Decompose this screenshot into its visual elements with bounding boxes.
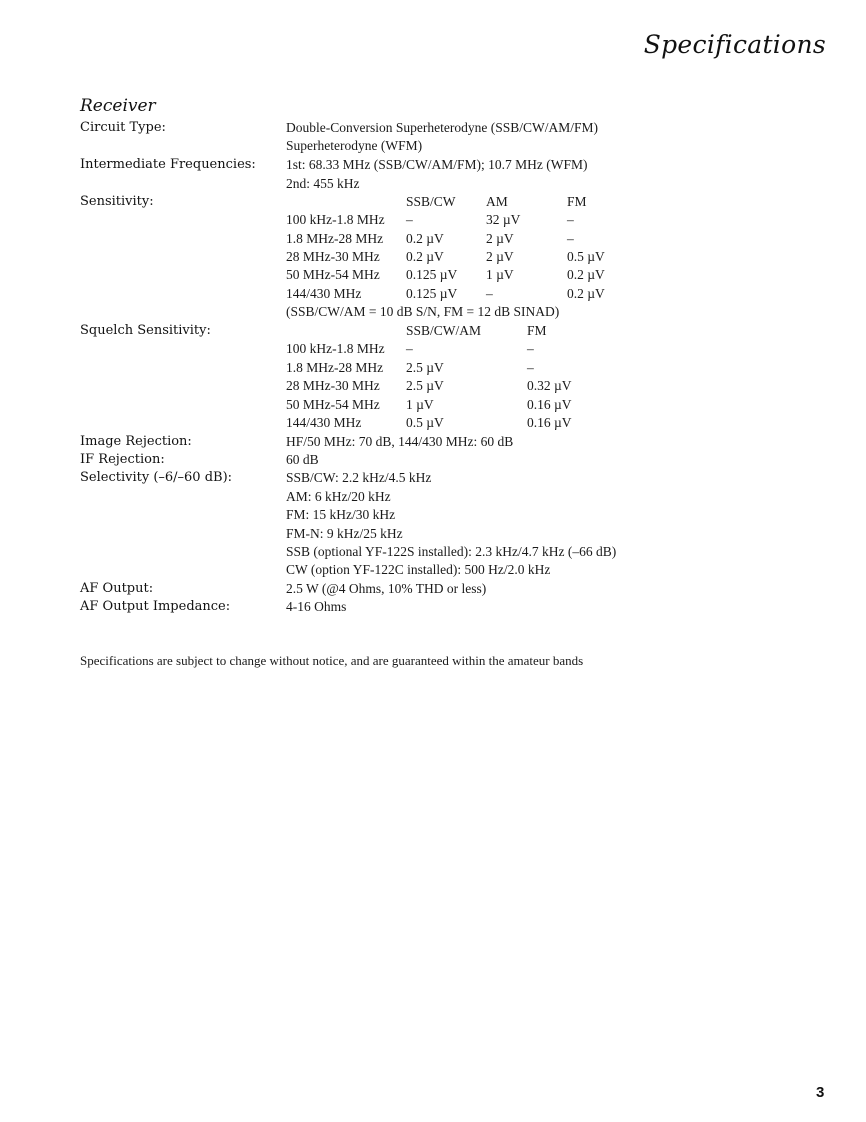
page-number: 3: [816, 1084, 825, 1101]
page-heading: Specifications: [643, 30, 826, 59]
sensitivity-row-band: 28 MHz-30 MHz: [286, 249, 380, 264]
squelch-row-ssb-cw-am: 1 µV: [406, 397, 434, 412]
spec-value-selectivity-line: AM: 6 kHz/20 kHz: [286, 489, 391, 504]
sensitivity-row-fm: 0.2 µV: [567, 267, 605, 282]
spec-label-squelch-sensitivity: Squelch Sensitivity:: [80, 323, 211, 338]
sensitivity-row-fm: –: [567, 212, 574, 227]
spec-value-selectivity-line: CW (option YF-122C installed): 500 Hz/2.0 kHz: [286, 562, 551, 577]
squelch-row-ssb-cw-am: –: [406, 341, 413, 356]
squelch-row-ssb-cw-am: 0.5 µV: [406, 415, 444, 430]
spec-value-selectivity-line: SSB (optional YF-122S installed): 2.3 kHz/4.7 kHz (–66 dB): [286, 544, 617, 559]
spec-value-if-line-1: 1st: 68.33 MHz (SSB/CW/AM/FM); 10.7 MHz (WFM): [286, 157, 588, 172]
sensitivity-row-ssb-cw: –: [406, 212, 413, 227]
squelch-row-fm: –: [527, 341, 534, 356]
sensitivity-row-am: –: [486, 286, 493, 301]
squelch-row-fm: 0.32 µV: [527, 378, 572, 393]
sensitivity-row-ssb-cw: 0.125 µV: [406, 286, 458, 301]
sensitivity-row-ssb-cw: 0.2 µV: [406, 231, 444, 246]
sensitivity-row-am: 2 µV: [486, 249, 514, 264]
sensitivity-row-band: 1.8 MHz-28 MHz: [286, 231, 384, 246]
spec-label-intermediate-frequencies: Intermediate Frequencies:: [80, 157, 256, 172]
spec-value-image-rejection: HF/50 MHz: 70 dB, 144/430 MHz: 60 dB: [286, 434, 514, 449]
sensitivity-header-ssb-cw: SSB/CW: [406, 194, 456, 209]
spec-value-af-output-impedance: 4-16 Ohms: [286, 599, 347, 614]
squelch-row-band: 144/430 MHz: [286, 415, 362, 430]
sensitivity-row-band: 100 kHz-1.8 MHz: [286, 212, 385, 227]
spec-label-image-rejection: Image Rejection:: [80, 434, 192, 449]
sensitivity-row-am: 1 µV: [486, 267, 514, 282]
squelch-row-fm: 0.16 µV: [527, 415, 572, 430]
sensitivity-row-fm: 0.5 µV: [567, 249, 605, 264]
spec-value-selectivity-line: FM-N: 9 kHz/25 kHz: [286, 526, 403, 541]
spec-label-sensitivity: Sensitivity:: [80, 194, 154, 209]
sensitivity-row-fm: 0.2 µV: [567, 286, 605, 301]
squelch-header-ssb-cw-am: SSB/CW/AM: [406, 323, 482, 338]
spec-label-circuit-type: Circuit Type:: [80, 120, 166, 135]
sensitivity-header-am: AM: [486, 194, 508, 209]
sensitivity-header-fm: FM: [567, 194, 587, 209]
spec-value-selectivity-line: SSB/CW: 2.2 kHz/4.5 kHz: [286, 470, 432, 485]
squelch-row-band: 50 MHz-54 MHz: [286, 397, 380, 412]
sensitivity-row-am: 2 µV: [486, 231, 514, 246]
section-title-receiver: Receiver: [80, 96, 156, 116]
squelch-row-band: 1.8 MHz-28 MHz: [286, 360, 384, 375]
spec-label-selectivity: Selectivity (–6/–60 dB):: [80, 470, 233, 485]
squelch-row-ssb-cw-am: 2.5 µV: [406, 360, 444, 375]
spec-value-circuit-type-line-2: Superheterodyne (WFM): [286, 138, 423, 153]
spec-label-if-rejection: IF Rejection:: [80, 452, 165, 467]
squelch-row-ssb-cw-am: 2.5 µV: [406, 378, 444, 393]
spec-label-af-output-impedance: AF Output Impedance:: [80, 599, 231, 614]
spec-value-if-line-2: 2nd: 455 kHz: [286, 176, 360, 191]
squelch-row-band: 28 MHz-30 MHz: [286, 378, 380, 393]
squelch-row-fm: 0.16 µV: [527, 397, 572, 412]
spec-value-if-rejection: 60 dB: [286, 452, 319, 467]
sensitivity-note: (SSB/CW/AM = 10 dB S/N, FM = 12 dB SINAD): [286, 304, 560, 319]
sensitivity-row-ssb-cw: 0.2 µV: [406, 249, 444, 264]
squelch-header-fm: FM: [527, 323, 547, 338]
sensitivity-row-band: 50 MHz-54 MHz: [286, 267, 380, 282]
sensitivity-row-band: 144/430 MHz: [286, 286, 362, 301]
spec-value-selectivity-line: FM: 15 kHz/30 kHz: [286, 507, 396, 522]
sensitivity-row-am: 32 µV: [486, 212, 521, 227]
sensitivity-row-fm: –: [567, 231, 574, 246]
spec-value-af-output: 2.5 W (@4 Ohms, 10% THD or less): [286, 581, 487, 596]
squelch-row-fm: –: [527, 360, 534, 375]
spec-value-circuit-type-line-1: Double-Conversion Superheterodyne (SSB/CW/AM/FM): [286, 120, 598, 135]
spec-label-af-output: AF Output:: [80, 581, 154, 596]
footnote: Specifications are subject to change without notice, and are guaranteed within the amateur bands: [80, 653, 584, 668]
sensitivity-row-ssb-cw: 0.125 µV: [406, 267, 458, 282]
squelch-row-band: 100 kHz-1.8 MHz: [286, 341, 385, 356]
